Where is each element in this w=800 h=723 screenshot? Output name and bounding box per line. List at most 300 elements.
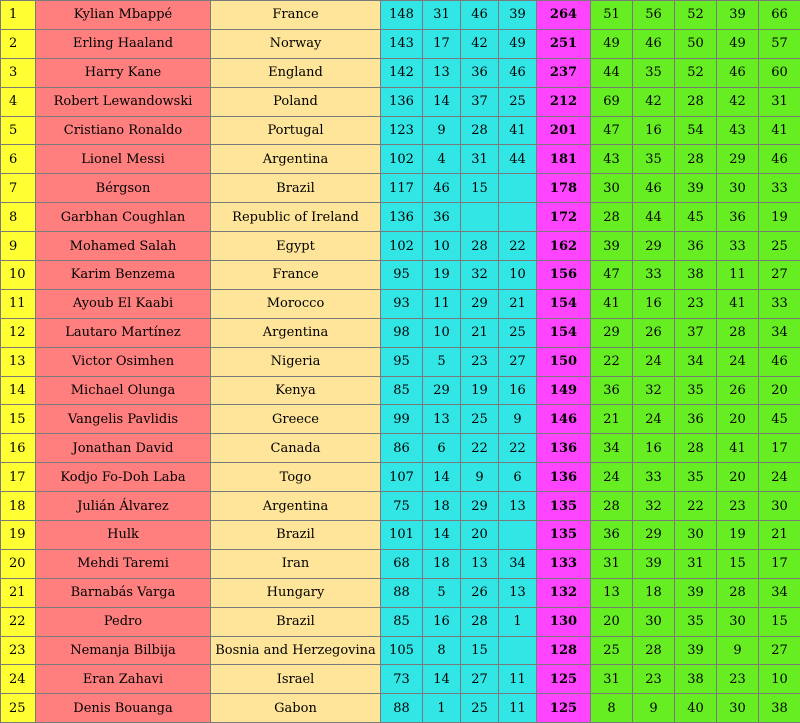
season-cell: 41: [591, 289, 633, 318]
season-cell: 31: [591, 549, 633, 578]
stat-cell: 123: [381, 116, 423, 145]
season-cell: 28: [717, 318, 759, 347]
rank-cell: 7: [1, 174, 36, 203]
player-name-cell: Robert Lewandowski: [36, 87, 211, 116]
season-cell: 20: [717, 405, 759, 434]
country-cell: Argentina: [211, 145, 381, 174]
season-cell: 33: [717, 232, 759, 261]
season-cell: 30: [717, 174, 759, 203]
country-cell: Egypt: [211, 232, 381, 261]
total-cell: 264: [537, 1, 591, 30]
season-cell: 31: [591, 665, 633, 694]
country-cell: Argentina: [211, 492, 381, 521]
table-row: [1, 145, 800, 174]
stat-cell: 68: [381, 549, 423, 578]
stat-cell: 29: [461, 492, 499, 521]
table-row: [1, 492, 800, 521]
total-cell: 156: [537, 261, 591, 290]
season-cell: 46: [759, 347, 800, 376]
season-cell: 26: [717, 376, 759, 405]
stat-cell: 18: [423, 549, 461, 578]
table-row: [1, 521, 800, 550]
country-cell: Greece: [211, 405, 381, 434]
season-cell: 66: [759, 1, 800, 30]
stat-cell: 49: [499, 29, 537, 58]
stat-cell: 31: [461, 145, 499, 174]
player-name-cell: Karim Benzema: [36, 261, 211, 290]
season-cell: 44: [633, 203, 675, 232]
stat-cell: 26: [461, 578, 499, 607]
stat-cell: 46: [499, 58, 537, 87]
season-cell: 36: [717, 203, 759, 232]
season-cell: 32: [633, 376, 675, 405]
season-cell: 36: [675, 232, 717, 261]
season-cell: 41: [717, 289, 759, 318]
season-cell: 28: [675, 87, 717, 116]
total-cell: 154: [537, 289, 591, 318]
season-cell: 44: [591, 58, 633, 87]
season-cell: 30: [591, 174, 633, 203]
season-cell: 28: [675, 145, 717, 174]
stat-cell: 93: [381, 289, 423, 318]
country-cell: Brazil: [211, 521, 381, 550]
rank-cell: 13: [1, 347, 36, 376]
country-cell: Hungary: [211, 578, 381, 607]
stat-cell: 73: [381, 665, 423, 694]
season-cell: 43: [591, 145, 633, 174]
rank-cell: 22: [1, 607, 36, 636]
rank-cell: 17: [1, 463, 36, 492]
season-cell: 17: [759, 434, 800, 463]
table-row: [1, 607, 800, 636]
table-row: [1, 58, 800, 87]
total-cell: 133: [537, 549, 591, 578]
season-cell: 35: [633, 58, 675, 87]
stat-cell: 28: [461, 116, 499, 145]
season-cell: 45: [675, 203, 717, 232]
season-cell: 41: [717, 434, 759, 463]
season-cell: 21: [591, 405, 633, 434]
player-name-cell: Michael Olunga: [36, 376, 211, 405]
season-cell: 8: [591, 694, 633, 723]
country-cell: Togo: [211, 463, 381, 492]
rank-cell: 18: [1, 492, 36, 521]
season-cell: 49: [717, 29, 759, 58]
season-cell: 28: [591, 492, 633, 521]
total-cell: 162: [537, 232, 591, 261]
season-cell: 46: [759, 145, 800, 174]
stat-cell: 9: [461, 463, 499, 492]
total-cell: 181: [537, 145, 591, 174]
season-cell: 25: [591, 636, 633, 665]
stat-cell: 29: [461, 289, 499, 318]
stat-cell: [461, 203, 499, 232]
stat-cell: 88: [381, 694, 423, 723]
player-name-cell: Mohamed Salah: [36, 232, 211, 261]
rank-cell: 9: [1, 232, 36, 261]
season-cell: 39: [717, 1, 759, 30]
stat-cell: 29: [423, 376, 461, 405]
stat-cell: 14: [423, 463, 461, 492]
season-cell: 20: [717, 463, 759, 492]
season-cell: 23: [717, 665, 759, 694]
stat-cell: 22: [499, 232, 537, 261]
season-cell: 51: [591, 1, 633, 30]
stat-cell: 22: [499, 434, 537, 463]
season-cell: 24: [591, 463, 633, 492]
stat-cell: 44: [499, 145, 537, 174]
total-cell: 135: [537, 492, 591, 521]
season-cell: 30: [717, 694, 759, 723]
country-cell: Kenya: [211, 376, 381, 405]
stat-cell: [499, 636, 537, 665]
rank-cell: 20: [1, 549, 36, 578]
total-cell: 135: [537, 521, 591, 550]
season-cell: 23: [675, 289, 717, 318]
stat-cell: 16: [499, 376, 537, 405]
season-cell: 29: [591, 318, 633, 347]
season-cell: 34: [759, 578, 800, 607]
stat-cell: 75: [381, 492, 423, 521]
stat-cell: 101: [381, 521, 423, 550]
player-name-cell: Vangelis Pavlidis: [36, 405, 211, 434]
season-cell: 30: [759, 492, 800, 521]
rank-cell: 6: [1, 145, 36, 174]
stat-cell: 142: [381, 58, 423, 87]
total-cell: 136: [537, 434, 591, 463]
stat-cell: 36: [423, 203, 461, 232]
season-cell: 30: [717, 607, 759, 636]
total-cell: 178: [537, 174, 591, 203]
season-cell: 30: [675, 521, 717, 550]
stat-cell: 28: [461, 232, 499, 261]
player-name-cell: Eran Zahavi: [36, 665, 211, 694]
season-cell: 16: [633, 434, 675, 463]
season-cell: 42: [633, 87, 675, 116]
season-cell: 16: [633, 116, 675, 145]
season-cell: 19: [717, 521, 759, 550]
season-cell: 23: [717, 492, 759, 521]
player-name-cell: Lautaro Martínez: [36, 318, 211, 347]
stat-cell: 10: [423, 318, 461, 347]
season-cell: 24: [717, 347, 759, 376]
stat-cell: 136: [381, 87, 423, 116]
season-cell: 39: [633, 549, 675, 578]
rank-cell: 19: [1, 521, 36, 550]
stat-cell: 6: [423, 434, 461, 463]
season-cell: 22: [591, 347, 633, 376]
stat-cell: 14: [423, 665, 461, 694]
rank-cell: 23: [1, 636, 36, 665]
stat-cell: 10: [499, 261, 537, 290]
season-cell: 31: [759, 87, 800, 116]
stat-cell: 95: [381, 261, 423, 290]
stat-cell: 13: [423, 58, 461, 87]
season-cell: 39: [675, 578, 717, 607]
season-cell: 54: [675, 116, 717, 145]
stat-cell: 11: [423, 289, 461, 318]
country-cell: Canada: [211, 434, 381, 463]
season-cell: 36: [591, 521, 633, 550]
table-row: [1, 665, 800, 694]
season-cell: 35: [675, 463, 717, 492]
season-cell: 20: [591, 607, 633, 636]
stat-cell: 6: [499, 463, 537, 492]
total-cell: 201: [537, 116, 591, 145]
stat-cell: [499, 521, 537, 550]
rank-cell: 21: [1, 578, 36, 607]
stat-cell: 11: [499, 694, 537, 723]
season-cell: 33: [759, 174, 800, 203]
rank-cell: 12: [1, 318, 36, 347]
stat-cell: 42: [461, 29, 499, 58]
season-cell: 9: [717, 636, 759, 665]
season-cell: 29: [633, 521, 675, 550]
country-cell: Iran: [211, 549, 381, 578]
table-row: [1, 174, 800, 203]
stat-cell: 32: [461, 261, 499, 290]
season-cell: 15: [717, 549, 759, 578]
season-cell: 17: [759, 549, 800, 578]
stat-cell: 86: [381, 434, 423, 463]
stat-cell: 15: [461, 174, 499, 203]
stat-cell: 9: [499, 405, 537, 434]
stat-cell: 16: [423, 607, 461, 636]
season-cell: 36: [591, 376, 633, 405]
country-cell: Republic of Ireland: [211, 203, 381, 232]
stat-cell: 18: [423, 492, 461, 521]
total-cell: 150: [537, 347, 591, 376]
stat-cell: 19: [461, 376, 499, 405]
table-row: [1, 434, 800, 463]
total-cell: 154: [537, 318, 591, 347]
season-cell: 46: [717, 58, 759, 87]
table-row: [1, 318, 800, 347]
country-cell: France: [211, 261, 381, 290]
season-cell: 41: [759, 116, 800, 145]
table-row: [1, 405, 800, 434]
season-cell: 34: [675, 347, 717, 376]
country-cell: Portugal: [211, 116, 381, 145]
table-row: [1, 376, 800, 405]
stat-cell: 4: [423, 145, 461, 174]
stat-cell: 102: [381, 145, 423, 174]
season-cell: 29: [633, 232, 675, 261]
player-name-cell: Cristiano Ronaldo: [36, 116, 211, 145]
season-cell: 24: [633, 405, 675, 434]
stat-cell: 13: [461, 549, 499, 578]
table-row: [1, 87, 800, 116]
stat-cell: 21: [461, 318, 499, 347]
country-cell: Israel: [211, 665, 381, 694]
season-cell: 25: [759, 232, 800, 261]
country-cell: Gabon: [211, 694, 381, 723]
season-cell: 33: [759, 289, 800, 318]
season-cell: 37: [675, 318, 717, 347]
stat-cell: 136: [381, 203, 423, 232]
season-cell: 43: [717, 116, 759, 145]
season-cell: 57: [759, 29, 800, 58]
stat-cell: 11: [499, 665, 537, 694]
season-cell: 50: [675, 29, 717, 58]
stat-cell: 10: [423, 232, 461, 261]
total-cell: 212: [537, 87, 591, 116]
season-cell: 38: [675, 665, 717, 694]
total-cell: 125: [537, 665, 591, 694]
season-cell: 24: [633, 347, 675, 376]
season-cell: 31: [675, 549, 717, 578]
total-cell: 136: [537, 463, 591, 492]
season-cell: 46: [633, 29, 675, 58]
country-cell: England: [211, 58, 381, 87]
stat-cell: 20: [461, 521, 499, 550]
stat-cell: 17: [423, 29, 461, 58]
total-cell: 172: [537, 203, 591, 232]
rank-cell: 3: [1, 58, 36, 87]
table-row: [1, 261, 800, 290]
rank-cell: 24: [1, 665, 36, 694]
stat-cell: 85: [381, 607, 423, 636]
stat-cell: 34: [499, 549, 537, 578]
season-cell: 33: [633, 463, 675, 492]
season-cell: 24: [759, 463, 800, 492]
country-cell: Brazil: [211, 174, 381, 203]
season-cell: 52: [675, 1, 717, 30]
player-name-cell: Hulk: [36, 521, 211, 550]
player-name-cell: Kodjo Fo-Doh Laba: [36, 463, 211, 492]
stat-cell: 37: [461, 87, 499, 116]
rank-cell: 8: [1, 203, 36, 232]
season-cell: 28: [591, 203, 633, 232]
stat-cell: 85: [381, 376, 423, 405]
total-cell: 125: [537, 694, 591, 723]
stat-cell: 28: [461, 607, 499, 636]
season-cell: 69: [591, 87, 633, 116]
table-row: [1, 289, 800, 318]
player-name-cell: Mehdi Taremi: [36, 549, 211, 578]
total-cell: 128: [537, 636, 591, 665]
season-cell: 10: [759, 665, 800, 694]
table-body: [1, 1, 800, 723]
table-row: [1, 347, 800, 376]
season-cell: 27: [759, 636, 800, 665]
table-row: [1, 549, 800, 578]
table-row: [1, 694, 800, 723]
player-name-cell: Julián Álvarez: [36, 492, 211, 521]
season-cell: 9: [633, 694, 675, 723]
country-cell: France: [211, 1, 381, 30]
season-cell: 35: [675, 607, 717, 636]
player-name-cell: Kylian Mbappé: [36, 1, 211, 30]
stat-cell: 22: [461, 434, 499, 463]
stat-cell: 1: [423, 694, 461, 723]
season-cell: 33: [633, 261, 675, 290]
stat-cell: 27: [461, 665, 499, 694]
stat-cell: 15: [461, 636, 499, 665]
country-cell: Poland: [211, 87, 381, 116]
table-row: [1, 578, 800, 607]
season-cell: 28: [633, 636, 675, 665]
stat-cell: 95: [381, 347, 423, 376]
country-cell: Brazil: [211, 607, 381, 636]
stat-cell: 102: [381, 232, 423, 261]
season-cell: 18: [633, 578, 675, 607]
stat-cell: 46: [461, 1, 499, 30]
total-cell: 251: [537, 29, 591, 58]
season-cell: 11: [717, 261, 759, 290]
stat-cell: 148: [381, 1, 423, 30]
stat-cell: 143: [381, 29, 423, 58]
total-cell: 130: [537, 607, 591, 636]
season-cell: 26: [633, 318, 675, 347]
season-cell: 47: [591, 261, 633, 290]
country-cell: Bosnia and Herzegovina: [211, 636, 381, 665]
stat-cell: 117: [381, 174, 423, 203]
player-name-cell: Harry Kane: [36, 58, 211, 87]
season-cell: 46: [633, 174, 675, 203]
season-cell: 16: [633, 289, 675, 318]
player-name-cell: Barnabás Varga: [36, 578, 211, 607]
stat-cell: 8: [423, 636, 461, 665]
season-cell: 39: [591, 232, 633, 261]
total-cell: 132: [537, 578, 591, 607]
season-cell: 34: [591, 434, 633, 463]
season-cell: 47: [591, 116, 633, 145]
stat-cell: 13: [499, 492, 537, 521]
stat-cell: 25: [461, 405, 499, 434]
table-row: [1, 116, 800, 145]
stat-cell: 107: [381, 463, 423, 492]
table-row: [1, 463, 800, 492]
player-name-cell: Victor Osimhen: [36, 347, 211, 376]
stat-cell: 9: [423, 116, 461, 145]
season-cell: 35: [633, 145, 675, 174]
stat-cell: 46: [423, 174, 461, 203]
stat-cell: 98: [381, 318, 423, 347]
season-cell: 23: [633, 665, 675, 694]
country-cell: Morocco: [211, 289, 381, 318]
stat-cell: 88: [381, 578, 423, 607]
season-cell: 49: [591, 29, 633, 58]
table-row: [1, 203, 800, 232]
stat-cell: 1: [499, 607, 537, 636]
season-cell: 45: [759, 405, 800, 434]
table-row: [1, 29, 800, 58]
season-cell: 27: [759, 261, 800, 290]
rank-cell: 11: [1, 289, 36, 318]
player-name-cell: Bérgson: [36, 174, 211, 203]
stat-cell: 25: [461, 694, 499, 723]
stat-cell: 25: [499, 318, 537, 347]
season-cell: 28: [675, 434, 717, 463]
season-cell: 39: [675, 174, 717, 203]
stat-cell: 14: [423, 521, 461, 550]
stat-cell: [499, 203, 537, 232]
stat-cell: [499, 174, 537, 203]
player-name-cell: Nemanja Bilbija: [36, 636, 211, 665]
stat-cell: 21: [499, 289, 537, 318]
stat-cell: 105: [381, 636, 423, 665]
country-cell: Argentina: [211, 318, 381, 347]
season-cell: 22: [675, 492, 717, 521]
season-cell: 35: [675, 376, 717, 405]
season-cell: 29: [717, 145, 759, 174]
rank-cell: 14: [1, 376, 36, 405]
country-cell: Nigeria: [211, 347, 381, 376]
season-cell: 13: [591, 578, 633, 607]
table-row: [1, 636, 800, 665]
stat-cell: 13: [423, 405, 461, 434]
